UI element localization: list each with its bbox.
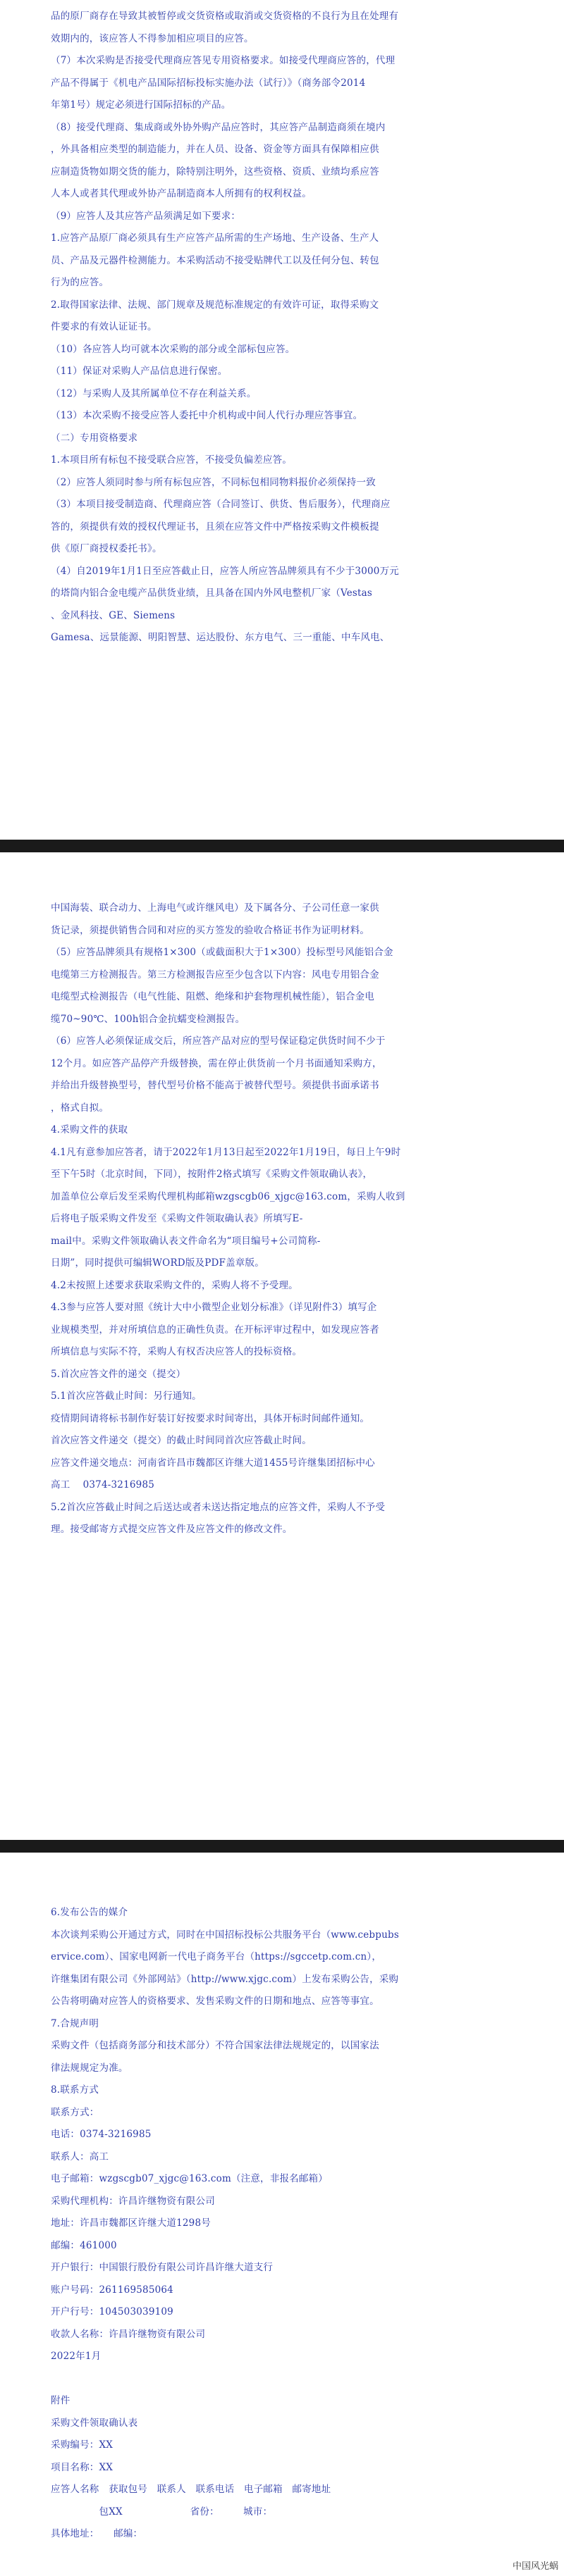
text-line: 答的，须提供有效的授权代理证书，且须在应答文件中严格按采购文件模板提 [51, 521, 379, 533]
text-line: （6）应答人必须保证成交后，所应答产品对应的型号保证稳定供货时间不少于 [51, 1035, 386, 1047]
form-field: 项目名称：XX [51, 2461, 114, 2473]
text-line: 中国海装、联合动力、上海电气或许继风电）及下属各分、子公司任意一家供 [51, 902, 379, 914]
text-line: 5.1首次应答截止时间：另行通知。 [51, 1390, 202, 1402]
section-heading: 7.合规声明 [51, 2017, 99, 2029]
bank-code: 开户行号：104503039109 [51, 2306, 173, 2317]
section-heading: 5.首次应答文件的递交（提交） [51, 1368, 186, 1380]
form-row: 具体地址： 邮编： [51, 2528, 143, 2539]
form-header-row: 应答人名称 获取包号 联系人 联系电话 电子邮箱 邮寄地址 [51, 2484, 331, 2495]
text-line: （8）接受代理商、集成商或外协外购产品应答时，其应答产品制造商须在境内 [51, 121, 386, 133]
text-line: 4.3参与应答人要对照《统计大中小微型企业划分标准》（详见附件3）填写企 [51, 1302, 377, 1313]
document-page-3 [0, 1902, 564, 2546]
text-line: 人本人或者其代理或外协产品制造商本人所拥有的权利权益。 [51, 188, 312, 199]
contact-person: 联系人：高工 [51, 2151, 109, 2163]
text-line: （2）应答人须同时参与所有标包应答，不同标包相同物料报价必须保持一致 [51, 476, 376, 488]
contact-agency: 采购代理机构：许昌许继物资有限公司 [51, 2195, 215, 2207]
text-line: 5.2首次应答截止时间之后送达或者未送达指定地点的应答文件，采购人不予受 [51, 1501, 386, 1513]
section-heading: 4.采购文件的获取 [51, 1124, 128, 1135]
text-line: 供《原厂商授权委托书》。 [51, 543, 162, 554]
contact-postcode: 邮编：461000 [51, 2239, 117, 2251]
text-line: 品的原厂商存在导致其被暂停或交货资格或取消或交货资格的不良行为且在处理有 [51, 11, 399, 22]
text-line: （9）应答人及其应答产品须满足如下要求： [51, 210, 241, 222]
attachment-heading: 附件 [51, 2395, 70, 2406]
text-line: 的塔筒内铝合金电缆产品供货业绩，且具备在国内外风电整机厂家（Vestas [51, 587, 373, 599]
text-line: （12）与采购人及其所属单位不存在利益关系。 [51, 387, 257, 399]
section-heading: 8.联系方式 [51, 2084, 99, 2096]
contact-label: 联系方式： [51, 2106, 99, 2118]
text-line: 并给出升级替换型号，替代型号价格不能高于被替代型号。须提供书面承诺书 [51, 1080, 379, 1091]
contact-phone: 电话：0374-3216985 [51, 2129, 152, 2140]
text-line: （3）本项目接受制造商、代理商应答（合同签订、供货、售后服务），代理商应 [51, 499, 391, 510]
text-line: 行为的应答。 [51, 277, 109, 288]
text-line: 公告将明确对应答人的资格要求、发售采购文件的日期和地点、应答等事宜。 [51, 1996, 379, 2007]
payee-name: 收款人名称：许昌许继物资有限公司 [51, 2328, 206, 2340]
text-line: 4.2未按照上述要求获取采购文件的，采购人将不予受理。 [51, 1279, 298, 1291]
text-line: 许继集团有限公司《外部网站》（http://www.xjgc.com）上发布采购公告，采购 [51, 1973, 399, 1985]
text-line: 高工 0374-3216985 [51, 1479, 155, 1491]
text-line: 效期内的，该应答人不得参加相应项目的应答。 [51, 32, 254, 44]
form-field: 采购编号：XX [51, 2439, 114, 2451]
contact-address: 地址：许昌市魏都区许继大道1298号 [51, 2217, 211, 2229]
text-line: ，外具备相应类型的制造能力，并在人员、设备、资金等方面具有保障相应供 [51, 144, 379, 155]
text-line: 加盖单位公章后发至采购代理机构邮箱wzgscgb06_xjgc@163.com，采购人收到 [51, 1190, 405, 1202]
document-page-1 [0, 6, 564, 649]
text-line: 1.应答产品原厂商必须具有生产应答产品所需的生产场地、生产设备、生产人 [51, 232, 379, 244]
text-line: 疫情期间请将标书制作好装订好按要求时间寄出，具体开标时间邮件通知。 [51, 1412, 370, 1424]
text-line: 后将电子版采购文件发至《采购文件领取确认表》所填写E- [51, 1213, 303, 1224]
text-line: 理。接受邮寄方式提交应答文件及应答文件的修改文件。 [51, 1524, 293, 1535]
text-line: （7）本次采购是否接受代理商应答见专用资格要求。如接受代理商应答的，代理 [51, 55, 396, 66]
text-line: 4.1凡有意参加应答者，请于2022年1月13日起至2022年1月19日，每日上午9时 [51, 1146, 401, 1158]
page-divider [0, 840, 564, 852]
text-line: 、金风科技、GE、Siemens [51, 609, 176, 621]
text-line: 件要求的有效认证证书。 [51, 321, 157, 332]
text-line: ，格式自拟。 [51, 1102, 109, 1114]
contact-email: 电子邮箱：wzgscgb07_xjgc@163.com（注意，非报名邮箱） [51, 2173, 328, 2184]
section-heading: （二）专用资格要求 [51, 432, 138, 444]
text-line: 应制造货物如期交货的能力，除特别注明外，这些资格、资质、业绩均系应答 [51, 166, 379, 178]
text-line: 应答文件递交地点：河南省许昌市魏都区许继大道1455号许继集团招标中心 [51, 1457, 375, 1469]
blank-line [51, 2368, 522, 2391]
bank-account: 账户号码：261169585064 [51, 2284, 173, 2296]
text-line: （13）本次采购不接受应答人委托中介机构或中间人代行办理应答事宜。 [51, 410, 363, 421]
text-line: 至下午5时（北京时间，下同），按附件2格式填写《采购文件领取确认表》， [51, 1169, 373, 1180]
attachment-title: 采购文件领取确认表 [51, 2417, 138, 2429]
text-line: 律法规规定为准。 [51, 2062, 128, 2074]
text-line: 产品不得属于《机电产品国际招标投标实施办法（试行）》（商务部令2014 [51, 77, 366, 89]
text-line: 员、产品及元器件检测能力。本采购活动不接受贴牌代工以及任何分包、转包 [51, 254, 379, 266]
document-page-2 [0, 897, 564, 1541]
text-line: 1.本项目所有标包不接受联合应答，不接受负偏差应答。 [51, 454, 293, 466]
text-line: mail中。采购文件领取确认表文件命名为“项目编号+公司简称- [51, 1235, 321, 1247]
text-line: 本次谈判采购公开通过方式，同时在中国招标投标公共服务平台（www.cebpubs [51, 1929, 399, 1941]
text-line: 货记录，须提供销售合同和对应的买方签发的验收合格证书作为证明材料。 [51, 924, 370, 936]
bank-name: 开户银行：中国银行股份有限公司许昌许继大道支行 [51, 2262, 274, 2273]
document-date: 2022年1月 [51, 2351, 102, 2362]
section-heading: 6.发布公告的媒介 [51, 1907, 128, 1918]
text-line: 12个月。如应答产品停产升级替换，需在停止供货前一个月书面通知采购方， [51, 1057, 382, 1069]
site-watermark: 中国风光蜗 [512, 2561, 558, 2572]
text-line: 日期”，同时提供可编辑WORD版及PDF盖章版。 [51, 1257, 264, 1269]
text-line: （10）各应答人均可就本次采购的部分或全部标包应答。 [51, 343, 295, 355]
form-row: 包XX 省份： 城市： [51, 2506, 273, 2518]
text-line: 电缆第三方检测报告。第三方检测报告应至少包含以下内容：风电专用铝合金 [51, 969, 379, 981]
text-line: 首次应答文件递交（提交）的截止时间同首次应答截止时间。 [51, 1435, 312, 1446]
text-line: 业规模类型，并对所填信息的正确性负责。在开标评审过程中，如发现应答者 [51, 1324, 379, 1336]
text-line: 年第1号）规定必须进行国际招标的产品。 [51, 99, 231, 111]
text-line: 采购文件（包括商务部分和技术部分）不符合国家法律法规规定的，以国家法 [51, 2040, 379, 2051]
text-line: 缆70~90℃、100h铝合金抗蠕变检测报告。 [51, 1013, 245, 1025]
text-line: （4）自2019年1月1日至应答截止日，应答人所应答品牌须具有不少于3000万元 [51, 565, 399, 577]
text-line: （11）保证对采购人产品信息进行保密。 [51, 366, 228, 377]
text-line: 所填信息与实际不符，采购人有权否决应答人的投标资格。 [51, 1346, 302, 1357]
text-line: ervice.com）、国家电网新一代电子商务平台（https://sgccetp.com.cn）， [51, 1951, 382, 1962]
text-line: Gamesa、远景能源、明阳智慧、运达股份、东方电气、三一重能、中车风电、 [51, 632, 390, 643]
text-line: 2.取得国家法律、法规、部门规章及规范标准规定的有效许可证，取得采购文 [51, 299, 379, 311]
page-divider [0, 1840, 564, 1853]
text-line: （5）应答品牌须具有规格1×300（或截面积大于1×300）投标型号风能铝合金 [51, 947, 393, 958]
text-line: 电缆型式检测报告（电气性能、阻燃、绝缘和护套物理机械性能），铝合金电 [51, 991, 375, 1002]
